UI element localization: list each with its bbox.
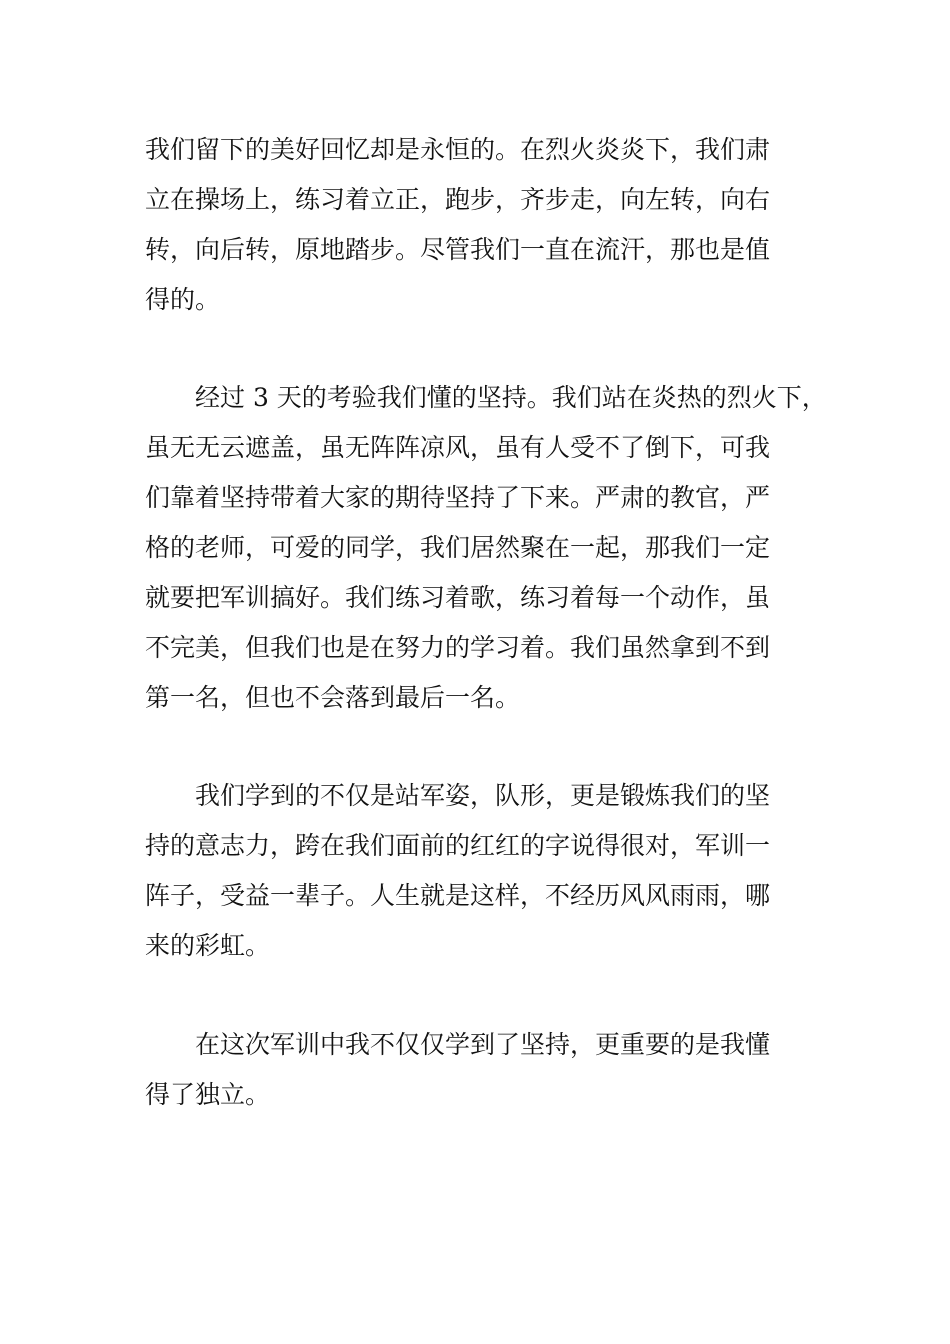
paragraph-4-line-1: 在这次军训中我不仅仅学到了坚持，更重要的是我懂 xyxy=(195,1030,771,1059)
paragraph-3-line-1: 我们学到的不仅是站军姿，队形，更是锻炼我们的坚 xyxy=(195,781,771,810)
paragraph-1-line-2: 立在操场上，练习着立正，跑步，齐步走，向左转，向右 xyxy=(145,185,771,214)
paragraph-2-line-2: 虽无无云遮盖，虽无阵阵凉风，虽有人受不了倒下，可我 xyxy=(145,433,771,462)
paragraph-1-line-3: 转，向后转，原地踏步。尽管我们一直在流汗，那也是值 xyxy=(145,235,771,264)
paragraph-3-line-3: 阵子，受益一辈子。人生就是这样，不经历风风雨雨，哪 xyxy=(145,881,771,910)
paragraph-2-line-4: 格的老师，可爱的同学，我们居然聚在一起，那我们一定 xyxy=(145,533,771,562)
paragraph-1-line-1: 我们留下的美好回忆却是永恒的。在烈火炎炎下，我们肃 xyxy=(145,135,771,164)
paragraph-2-line-7: 第一名，但也不会落到最后一名。 xyxy=(145,683,521,712)
paragraph-3-line-2: 持的意志力，跨在我们面前的红红的字说得很对，军训一 xyxy=(145,831,771,860)
paragraph-2-line-3: 们靠着坚持带着大家的期待坚持了下来。严肃的教官，严 xyxy=(145,483,771,512)
paragraph-2-line-5: 就要把军训搞好。我们练习着歌，练习着每一个动作，虽 xyxy=(145,583,771,612)
paragraph-4-line-2: 得了独立。 xyxy=(145,1080,271,1109)
paragraph-1-line-4: 得的。 xyxy=(145,285,221,314)
paragraph-2-line-1: 经过 3 天的考验我们懂的坚持。我们站在炎热的烈火下， xyxy=(195,383,827,412)
paragraph-2-line-6: 不完美，但我们也是在努力的学习着。我们虽然拿到不到 xyxy=(145,633,771,662)
paragraph-3-line-4: 来的彩虹。 xyxy=(145,931,271,960)
